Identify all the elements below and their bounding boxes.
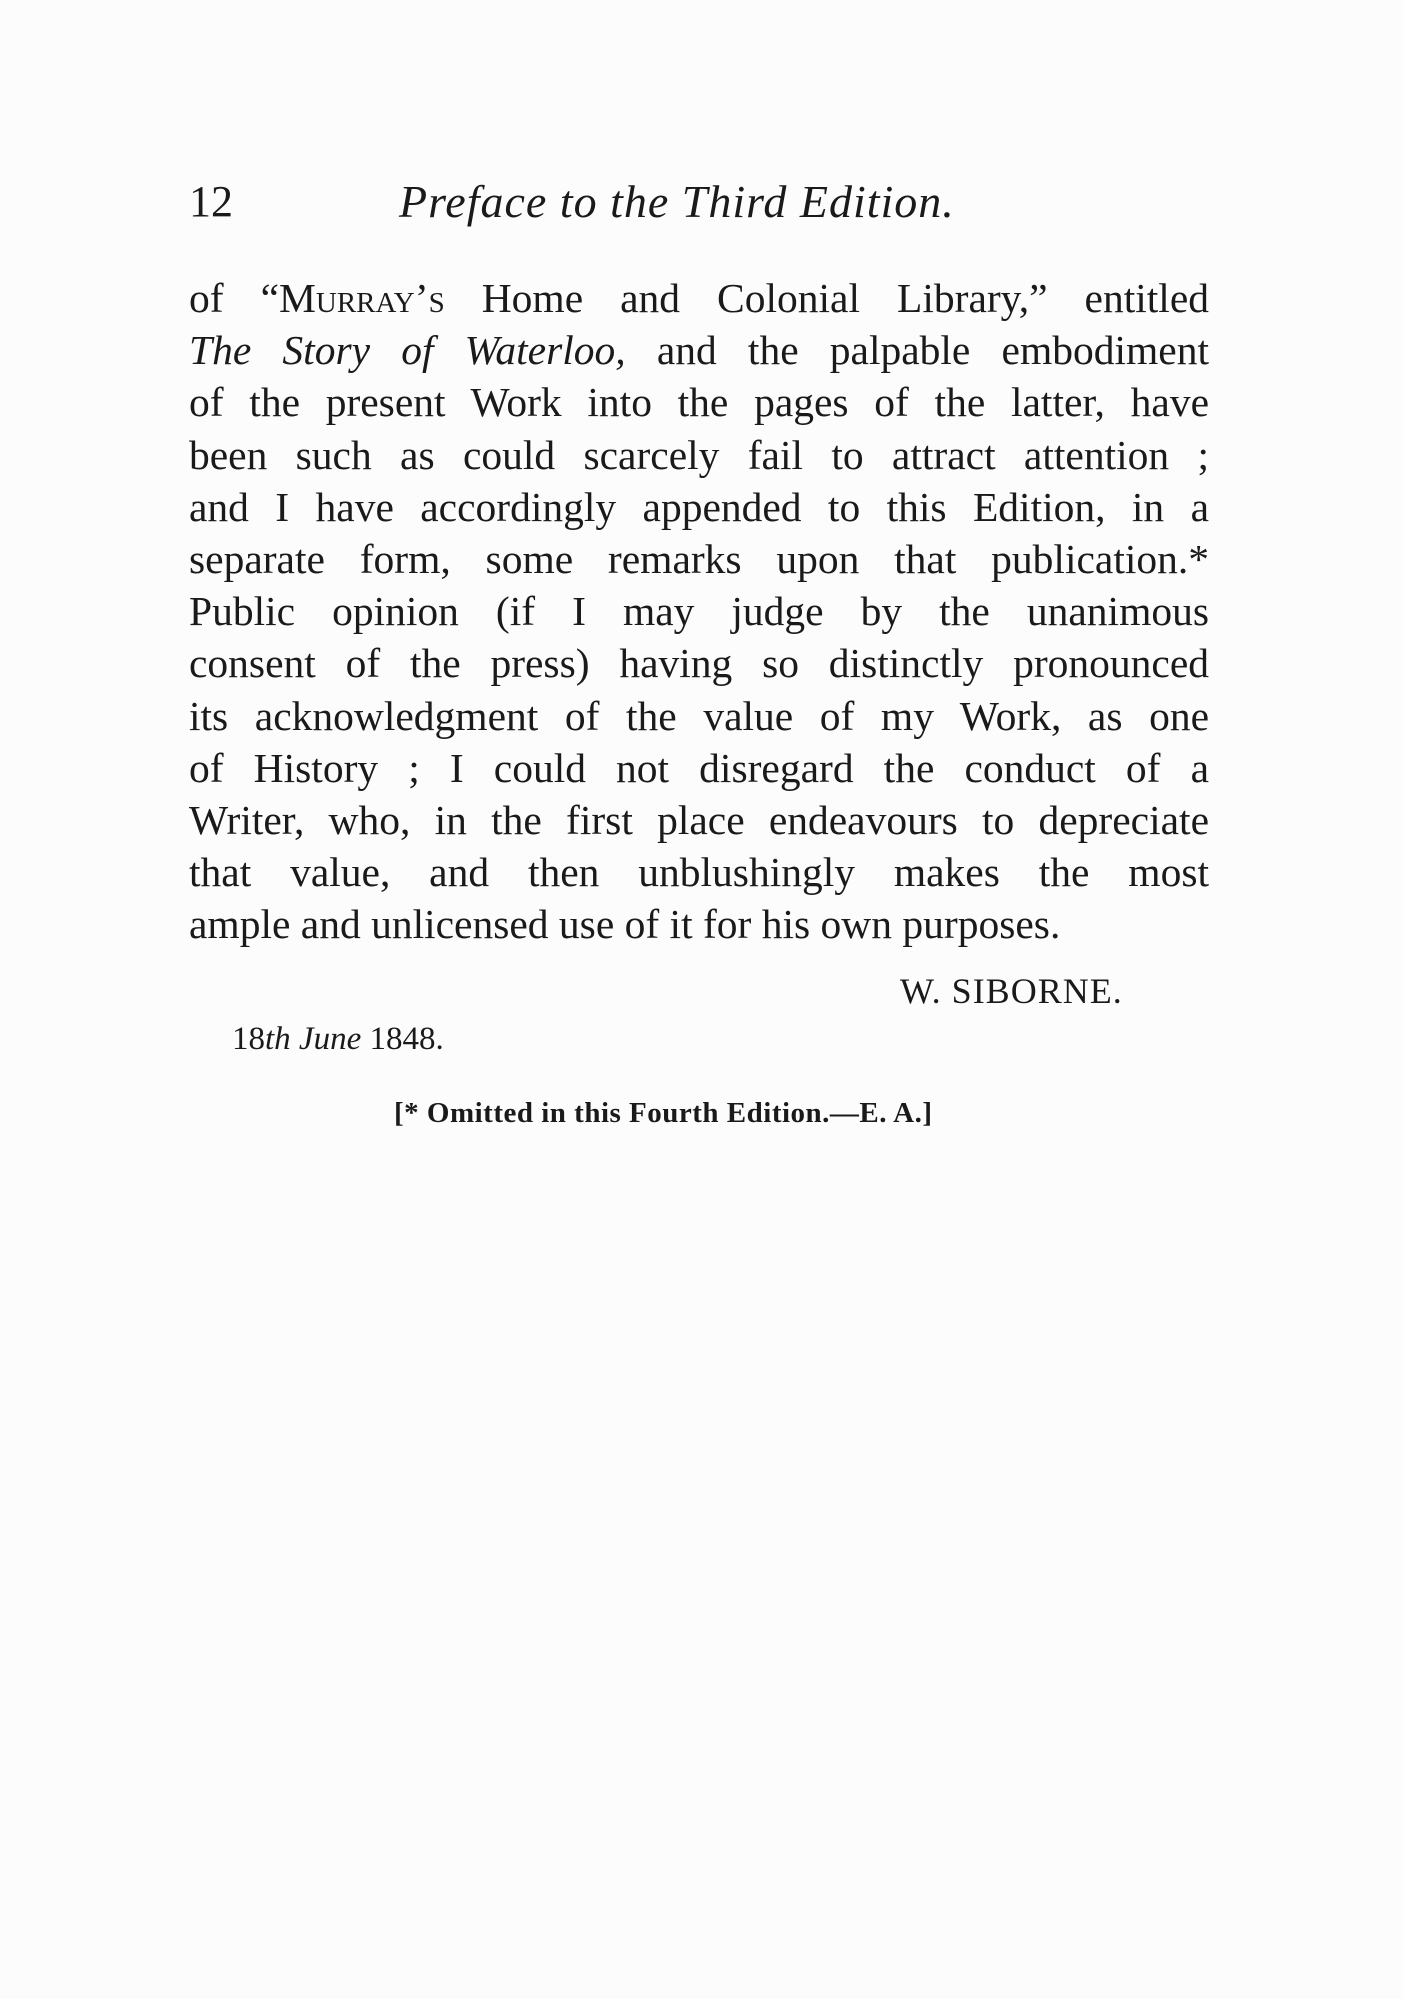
page-header bbox=[189, 172, 1209, 232]
preface-date bbox=[232, 1014, 444, 1064]
text-fragment: and the palpable embodiment bbox=[625, 327, 1209, 374]
running-title: Preface to the Third Edition. bbox=[399, 176, 955, 227]
text-line bbox=[189, 272, 1209, 324]
page-number: 12 bbox=[189, 177, 233, 226]
text-line: of History ; I could not disregard the conduct of a bbox=[189, 744, 1209, 791]
book-title: The Story of Waterloo, bbox=[189, 327, 626, 374]
date-month: th June bbox=[265, 1021, 362, 1057]
text-line: that value, and then unblushingly makes the most bbox=[189, 849, 1209, 896]
editor-footnote: [* Omitted in this Fourth Edition.—E. A.] bbox=[394, 1097, 933, 1129]
body-paragraph bbox=[189, 272, 1209, 950]
text-line: consent of the press) having so distinctly pronounced bbox=[189, 640, 1209, 687]
text-line: of the present Work into the pages of the latter, have bbox=[189, 379, 1209, 426]
text-line: Writer, who, in the first place endeavours to depreciate bbox=[189, 796, 1209, 843]
author-signature: W. SIBORNE. bbox=[900, 971, 1123, 1011]
text-line: and I have accordingly appended to this Edition, in a bbox=[189, 483, 1209, 530]
text-line: separate form, some remarks upon that publication.* bbox=[189, 535, 1209, 582]
publisher-name: Murray’s bbox=[279, 275, 445, 321]
text-fragment: of “ bbox=[189, 275, 279, 321]
text-line: ample and unlicensed use of it for his own purposes. bbox=[189, 901, 1061, 948]
text-fragment: Home and Colonial Library,” entitled bbox=[444, 275, 1209, 321]
date-day: 18 bbox=[232, 1021, 265, 1057]
date-year: 1848. bbox=[361, 1021, 444, 1057]
text-line: Public opinion (if I may judge by the unanimous bbox=[189, 588, 1209, 635]
text-line: its acknowledgment of the value of my Work, as one bbox=[189, 692, 1209, 739]
text-line: been such as could scarcely fail to attract attention ; bbox=[189, 431, 1209, 478]
text-line bbox=[189, 324, 1209, 376]
